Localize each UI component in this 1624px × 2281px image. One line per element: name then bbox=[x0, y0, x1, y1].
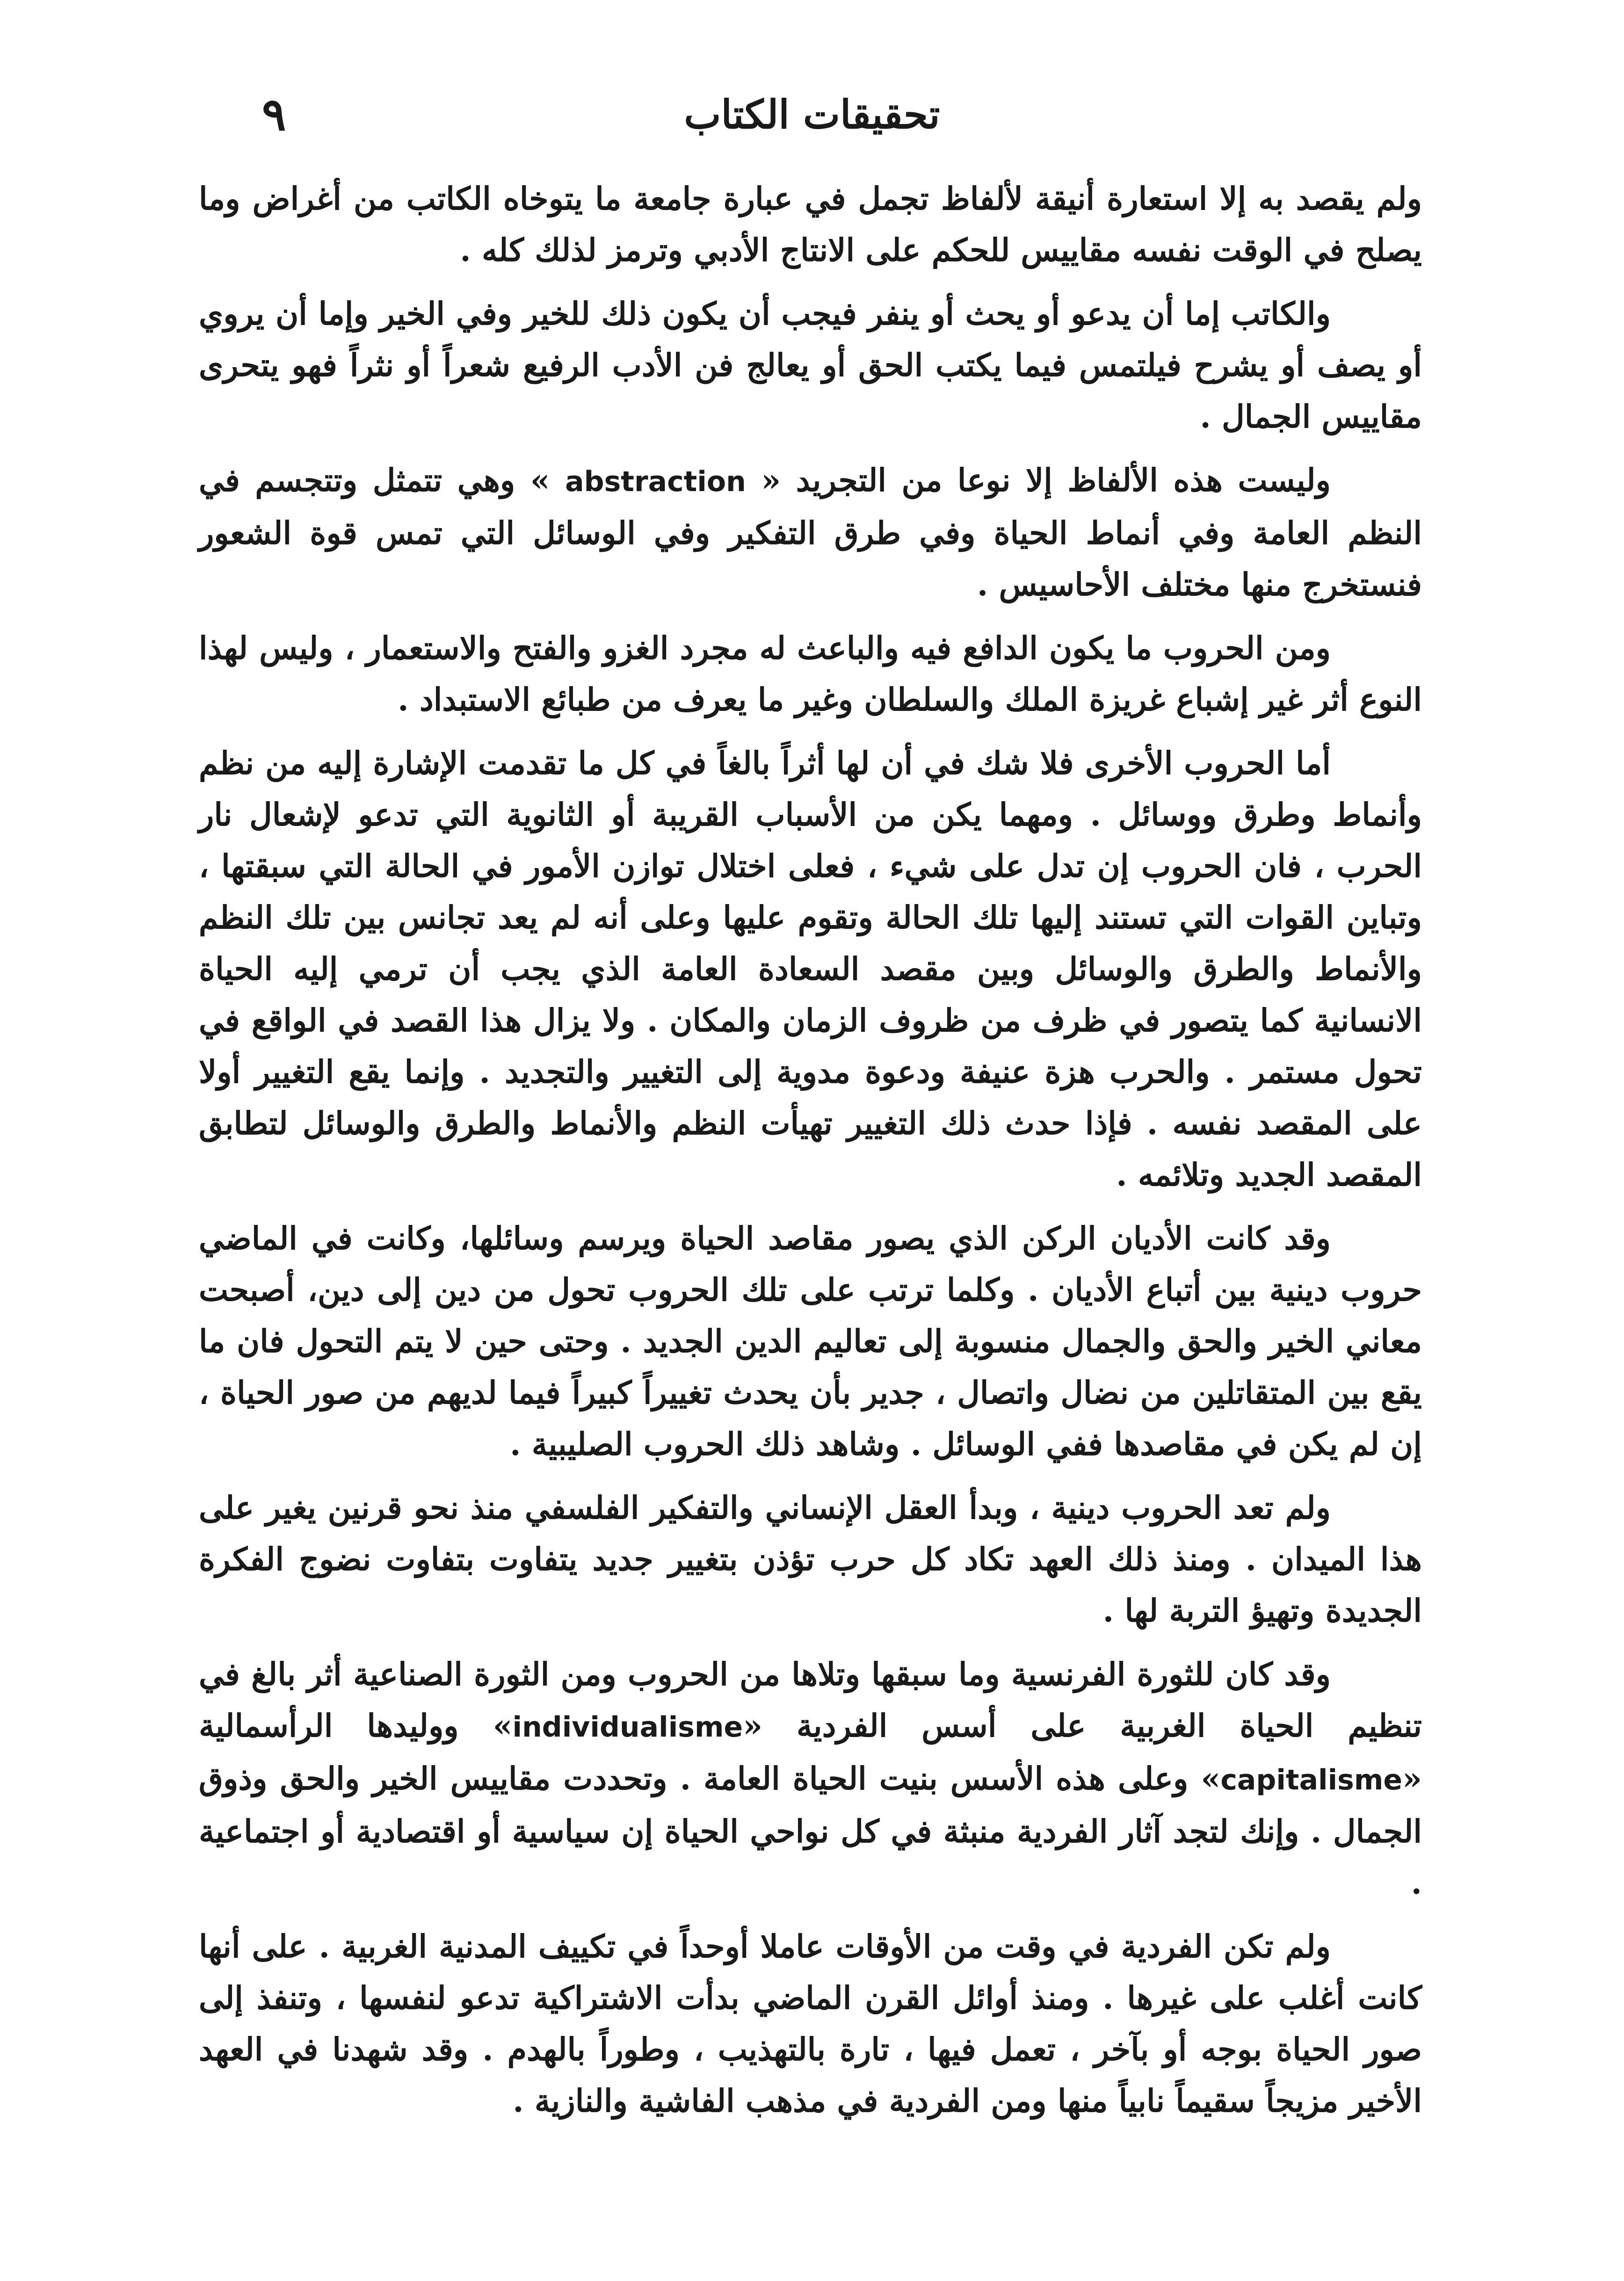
paragraph-3-text-before: وليست هذه الألفاظ إلا نوعا من التجريد « bbox=[761, 462, 1331, 499]
paragraph-4: ومن الحروب ما يكون الدافع فيه والباعث له مجرد الغزو والفتح والاستعمار ، وليس لهذا النوع أثر غير إشباع غريزة الملك والسلطان وغير ما يعرف من طبائع الاستبداد . bbox=[199, 630, 1422, 718]
term-individualisme: individualisme bbox=[512, 1711, 743, 1744]
paragraph-8 bbox=[199, 1649, 1422, 1909]
paragraph-8-text-before: وقد كان للثورة الفرنسية وما سبقها وتلاها من الحروب ومن الثورة الصناعية أثر بالغ في تنظيم الحياة الغربية على أسس الفردية « bbox=[199, 1656, 1422, 1744]
paragraph-8-text-middle: » ووليدها الرأسمالية « bbox=[199, 1707, 1422, 1797]
paragraph-9: ولم تكن الفردية في وقت من الأوقات عاملا أوحداً في تكييف المدنية الغربية . على أنها كانت أغلب على غيرها . ومنذ أوائل القرن الماضي بدأت الاشتراكية تدعو لنفسها ، وتنفذ إلى صور الحياة بوجه أو بآخر ، تعمل فيها ، تارة بالتهذيب ، وطوراً بالهدم . وقد شهدنا في العهد الأخير مزيجاً سقيماً نابياً منها ومن الفردية في مذهب الفاشية والنازية . bbox=[199, 1928, 1422, 2119]
paragraph-8-text-after: » وعلى هذه الأسس بنيت الحياة العامة . وتحددت مقاييس الخير والحق وذوق الجمال . وإنك لتجد آثار الفردية منبثة في كل نواحي الحياة إن سياسية أو اقتصادية أو اجتماعية . bbox=[199, 1760, 1422, 1901]
paragraph-5: أما الحروب الأخرى فلا شك في أن لها أثراً بالغاً في كل ما تقدمت الإشارة إليه من نظم وأنماط وطرق ووسائل . ومهما يكن من الأسباب القريبة أو الثانوية التي تدعو لإشعال نار الحرب ، فان الحروب إن تدل على شيء ، فعلى اختلال توازن الأمور في الحالة التي سبقتها ، وتباين القوات التي تستند إليها تلك الحالة وتقوم عليها وعلى أنه لم يعد تجانس بين تلك النظم والأنماط والطرق والوسائل وبين مقصد السعادة العامة الذي يجب أن ترمي إليه الحياة الانسانية كما يتصور في ظرف من ظروف الزمان والمكان . ولا يزال هذا القصد في الواقع في تحول مستمر . والحرب هزة عنيفة ودعوة مدوية إلى التغيير والتجديد . وإنما يقع التغيير أولا على المقصد نفسه . فإذا حدث ذلك التغيير تهيأت النظم والأنماط والطرق والوسائل لتطابق المقصد الجديد وتلائمه . bbox=[199, 745, 1422, 1193]
paragraph-6: وقد كانت الأديان الركن الذي يصور مقاصد الحياة ويرسم وسائلها، وكانت في الماضي حروب دينية بين أتباع الأديان . وكلما ترتب على تلك الحروب تحول من دين إلى دين، أصبحت معاني الخير والحق والجمال منسوبة إلى تعاليم الدين الجديد . وحتى حين لا يتم التحول فان ما يقع بين المتقاتلين من نضال واتصال ، جدير بأن يحدث تغييراً كبيراً فيما لديهم من صور الحياة ، إن لم يكن في مقاصدها ففي الوسائل . وشاهد ذلك الحروب الصليبية . bbox=[199, 1220, 1422, 1463]
page-number: ٩ bbox=[262, 88, 286, 141]
running-head bbox=[201, 84, 1423, 150]
term-capitalisme: capitalisme bbox=[1220, 1764, 1403, 1796]
paragraph-3 bbox=[199, 455, 1422, 610]
running-title: تحقيقات الكتاب bbox=[684, 91, 940, 138]
term-abstraction: abstraction bbox=[565, 465, 746, 498]
body-text bbox=[199, 173, 1422, 2139]
paragraph-3-text-after: » وهي تتمثل وتتجسم في النظم العامة وفي أنماط الحياة وفي طرق التفكير وفي الوسائل التي تمس قوة الشعور فنستخرج منها مختلف الأحاسيس . bbox=[199, 462, 1422, 603]
paragraph-1: ولم يقصد به إلا استعارة أنيقة لألفاظ تجمل في عبارة جامعة ما يتوخاه الكاتب من أغراض وما يصلح في الوقت نفسه مقاييس للحكم على الانتاج الأدبي وترمز لذلك كله . bbox=[199, 180, 1422, 268]
paragraph-2: والكاتب إما أن يدعو أو يحث أو ينفر فيجب أن يكون ذلك للخير وفي الخير وإما أن يروي أو يصف أو يشرح فيلتمس فيما يكتب الحق أو يعالج فن الأدب الرفيع شعراً أو نثراً فهو يتحرى مقاييس الجمال . bbox=[199, 295, 1422, 435]
paragraph-7: ولم تعد الحروب دينية ، وبدأ العقل الإنساني والتفكير الفلسفي منذ نحو قرنين يغير على هذا الميدان . ومنذ ذلك العهد تكاد كل حرب تؤذن بتغيير جديد يتفاوت بتفاوت نضوج الفكرة الجديدة وتهيؤ التربة لها . bbox=[199, 1489, 1422, 1629]
